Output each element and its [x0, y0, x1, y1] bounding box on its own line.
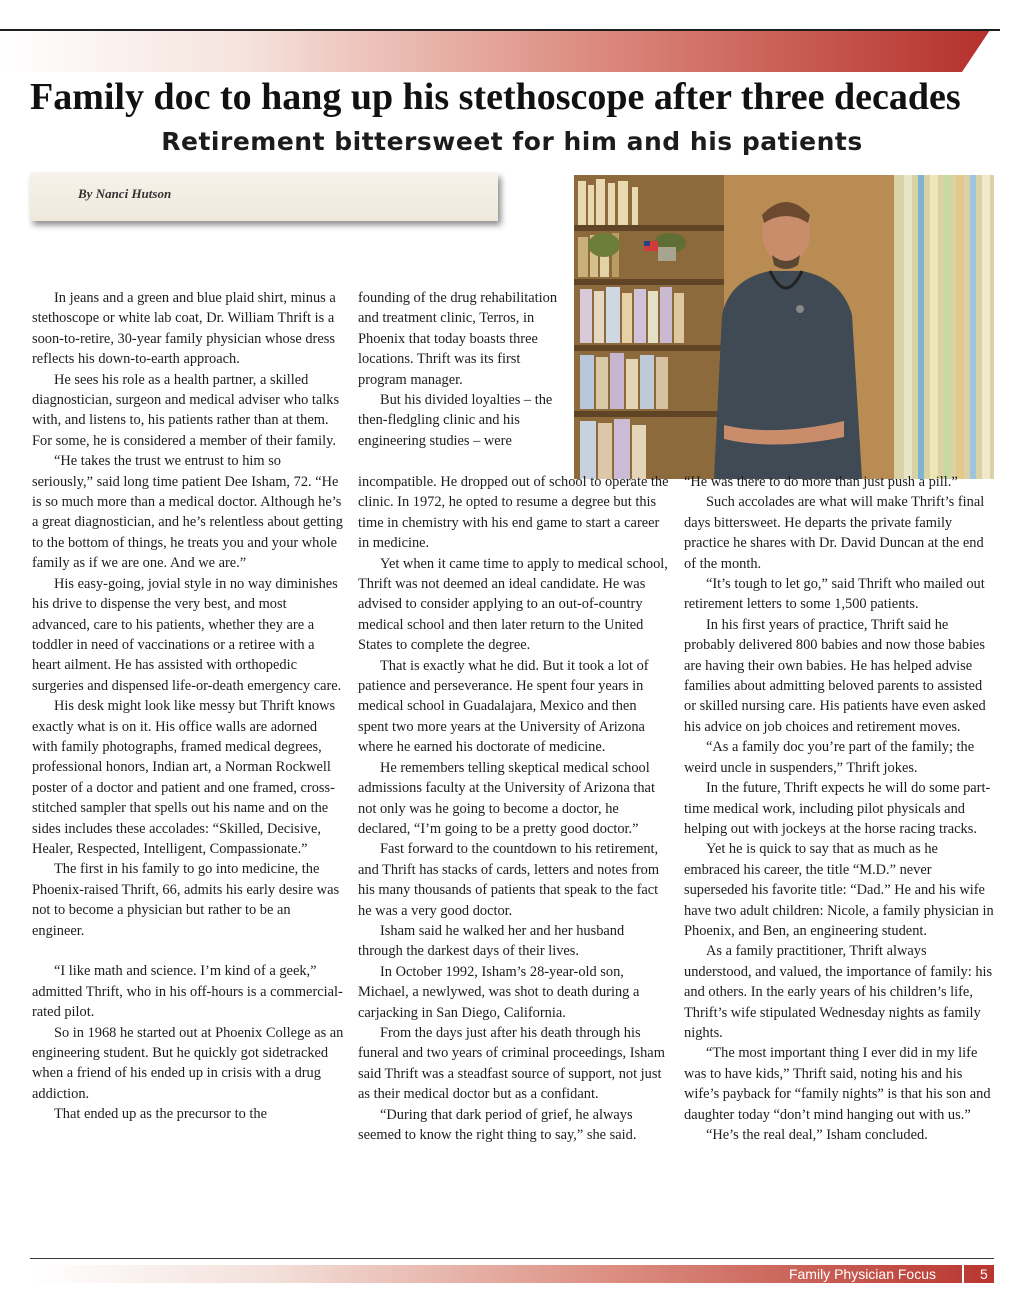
paragraph: incompatible. He dropped out of school to operate the clinic. In 1972, he opted to resume a degree but this time in chemistry with his end game to start a career in medicine. — [358, 474, 669, 552]
footer-divider — [962, 1265, 964, 1283]
paragraph: That is exactly what he did. But it took a lot of patience and perseverance. He spent four years in medical school in Guadalajara, Mexico and then spent two more years at the University of Arizona where he earned his doctorate of medicine. — [358, 657, 649, 756]
paragraph: Such accolades are what will make Thrift’s final days bittersweet. He departs the private family practice he shares with Dr. David Duncan at the end of the month. — [684, 494, 985, 572]
footer-rule — [30, 1258, 994, 1259]
paragraph: In the future, Thrift expects he will do some part-time medical work, including pilot physicals and helping out with jockeys at the horse racing tracks. — [684, 780, 991, 837]
paragraph: Isham said he walked her and her husband through the darkest days of their lives. — [358, 922, 625, 960]
paragraph: “It’s tough to let go,” said Thrift who mailed out retirement letters to some 1,500 patients. — [684, 576, 985, 613]
page-number: 5 — [980, 1266, 988, 1282]
paragraph: “He was there to do more than just push a pill.” — [684, 474, 958, 490]
paragraph: He sees his role as a health partner, a skilled diagnostician, surgeon and medical adviser who talks with, and listens to, his patients rather than at them. For some, he is considered a member of their family. — [32, 371, 340, 449]
author-byline: By Nanci Hutson — [78, 186, 172, 201]
paragraph: He remembers telling skeptical medical school admissions faculty at the University of Arizona that not only was he going to become a doctor, he declared, “I’m going to be a pretty good doctor.” — [358, 759, 655, 837]
paragraph: “I like math and science. I’m kind of a geek,” admitted Thrift, who in his off-hours is a commercial-rated pilot. — [32, 963, 343, 1021]
paragraph: In jeans and a green and blue plaid shirt, minus a stethoscope or white lab coat, Dr. William Thrift is a soon-to-retire, 30-year family physician whose dress reflects his down-to-earth approach. — [32, 290, 336, 368]
header-accent-band — [0, 30, 990, 72]
column-3 — [684, 472, 996, 1145]
paragraph: “As a family doc you’re part of the family; the weird uncle in suspenders,” Thrift jokes. — [684, 739, 975, 776]
paragraph: As a family practitioner, Thrift always understood, and valued, the importance of family: his and others. In the early years of his children’s life, Thrift’s wife stipulated Wednesday nights as family nights. — [684, 943, 993, 1041]
publication-title: Family Physician Focus — [788, 1266, 936, 1282]
paragraph: “He’s the real deal,” Isham concluded. — [706, 1127, 928, 1143]
paragraph: From the days just after his death through his funeral and two years of criminal proceedings, Isham said Thrift was a steadfast source of support, not just as their medical doctor but as a confidant. — [358, 1024, 665, 1103]
paragraph: In October 1992, Isham’s 28-year-old son, Michael, a newlywed, was shot to death during a carjacking in San Diego, California. — [358, 963, 640, 1021]
photo-illustration — [574, 175, 994, 479]
column-1 — [32, 288, 344, 1125]
paragraph: “The most important thing I ever did in my life was to have kids,” Thrift said, noting his and his wife’s payback for “family nights” is that his son and daughter today “don’t mind hanging out with us.” — [684, 1045, 991, 1123]
paragraph: That ended up as the precursor to the — [54, 1106, 267, 1123]
paragraph: Yet he is quick to say that as much as he embraced his career, the title “M.D.” never superseded his favorite title: “Dad.” He and his wife have two adult children: Nicole, a family physician in Phoenix, and Ben, an engineering student. — [684, 841, 994, 939]
paragraph: “He takes the trust we entrust to him so seriously,” said long time patient Dee Isham, 72. “He is so much more than a medical doctor. Although he’s a great diagnostician, and he’s relentless about getting to the bottom of things, he treats you and your whole family as if we are one. And we are.” — [32, 453, 343, 572]
paragraph: His desk might look like messy but Thrift knows exactly what is on it. His office walls are adorned with family photographs, framed medical degrees, professional honors, Indian art, a Norman Rockwell poster of a doctor and patient and one framed, cross-stitched sampler that spells out his name and on the sides includes these accolades: “Skilled, Decisive, Healer, Respected, Intelligent, Compassionate.” — [32, 698, 336, 857]
paragraph: Fast forward to the countdown to his retirement, and Thrift has stacks of cards, letters and notes from his many thousands of patients that speak to the fact he was a very good doctor. — [358, 841, 660, 919]
article-headline: Family doc to hang up his stethoscope after three decades — [30, 76, 961, 118]
paragraph: In his first years of practice, Thrift said he probably delivered 800 babies and now those babies are having their own babies. He has helped advise families about admitting beloved parents to assisted or skilled nursing care. His patients have even asked his advice on job choices and retirement moves. — [684, 616, 986, 735]
paragraph: “During that dark period of grief, he always seemed to know the right thing to say,” she said. — [358, 1106, 637, 1143]
article-subhead: Retirement bittersweet for him and his patients — [161, 127, 863, 156]
paragraph: So in 1968 he started out at Phoenix College as an engineering student. But he quickly got sidetracked when a friend of his ended up in crisis with a drug addiction. — [32, 1024, 344, 1102]
portrait-photo — [574, 175, 994, 479]
paragraph: But his divided loyalties – the then-fledgling clinic and his engineering studies – were — [358, 392, 553, 449]
column-2-top — [358, 288, 570, 451]
byline-box — [30, 173, 498, 221]
paragraph: Yet when it came time to apply to medical school, Thrift was not deemed an ideal candidate. He was advised to consider applying to an out-of-country medical school and then later return to the United States to complete the degree. — [358, 555, 668, 654]
header-rule — [0, 29, 1000, 31]
paragraph: His easy-going, jovial style in no way diminishes his drive to dispense the very best, and most advanced, care to his patients, whether they are a toddler in need of vaccinations or a retiree with a heart ailment. He has assisted with orthopedic surgeries and dispensed life-or-death emergency care. — [32, 575, 342, 694]
column-2 — [358, 472, 670, 1145]
paragraph: founding of the drug rehabilitation and treatment clinic, Terros, in Phoenix that today boasts three locations. Thrift was its first program manager. — [358, 290, 558, 388]
paragraph: The first in his family to go into medicine, the Phoenix-raised Thrift, 66, admits his early desire was not to become a physician but rather to be an engineer. — [32, 861, 340, 939]
